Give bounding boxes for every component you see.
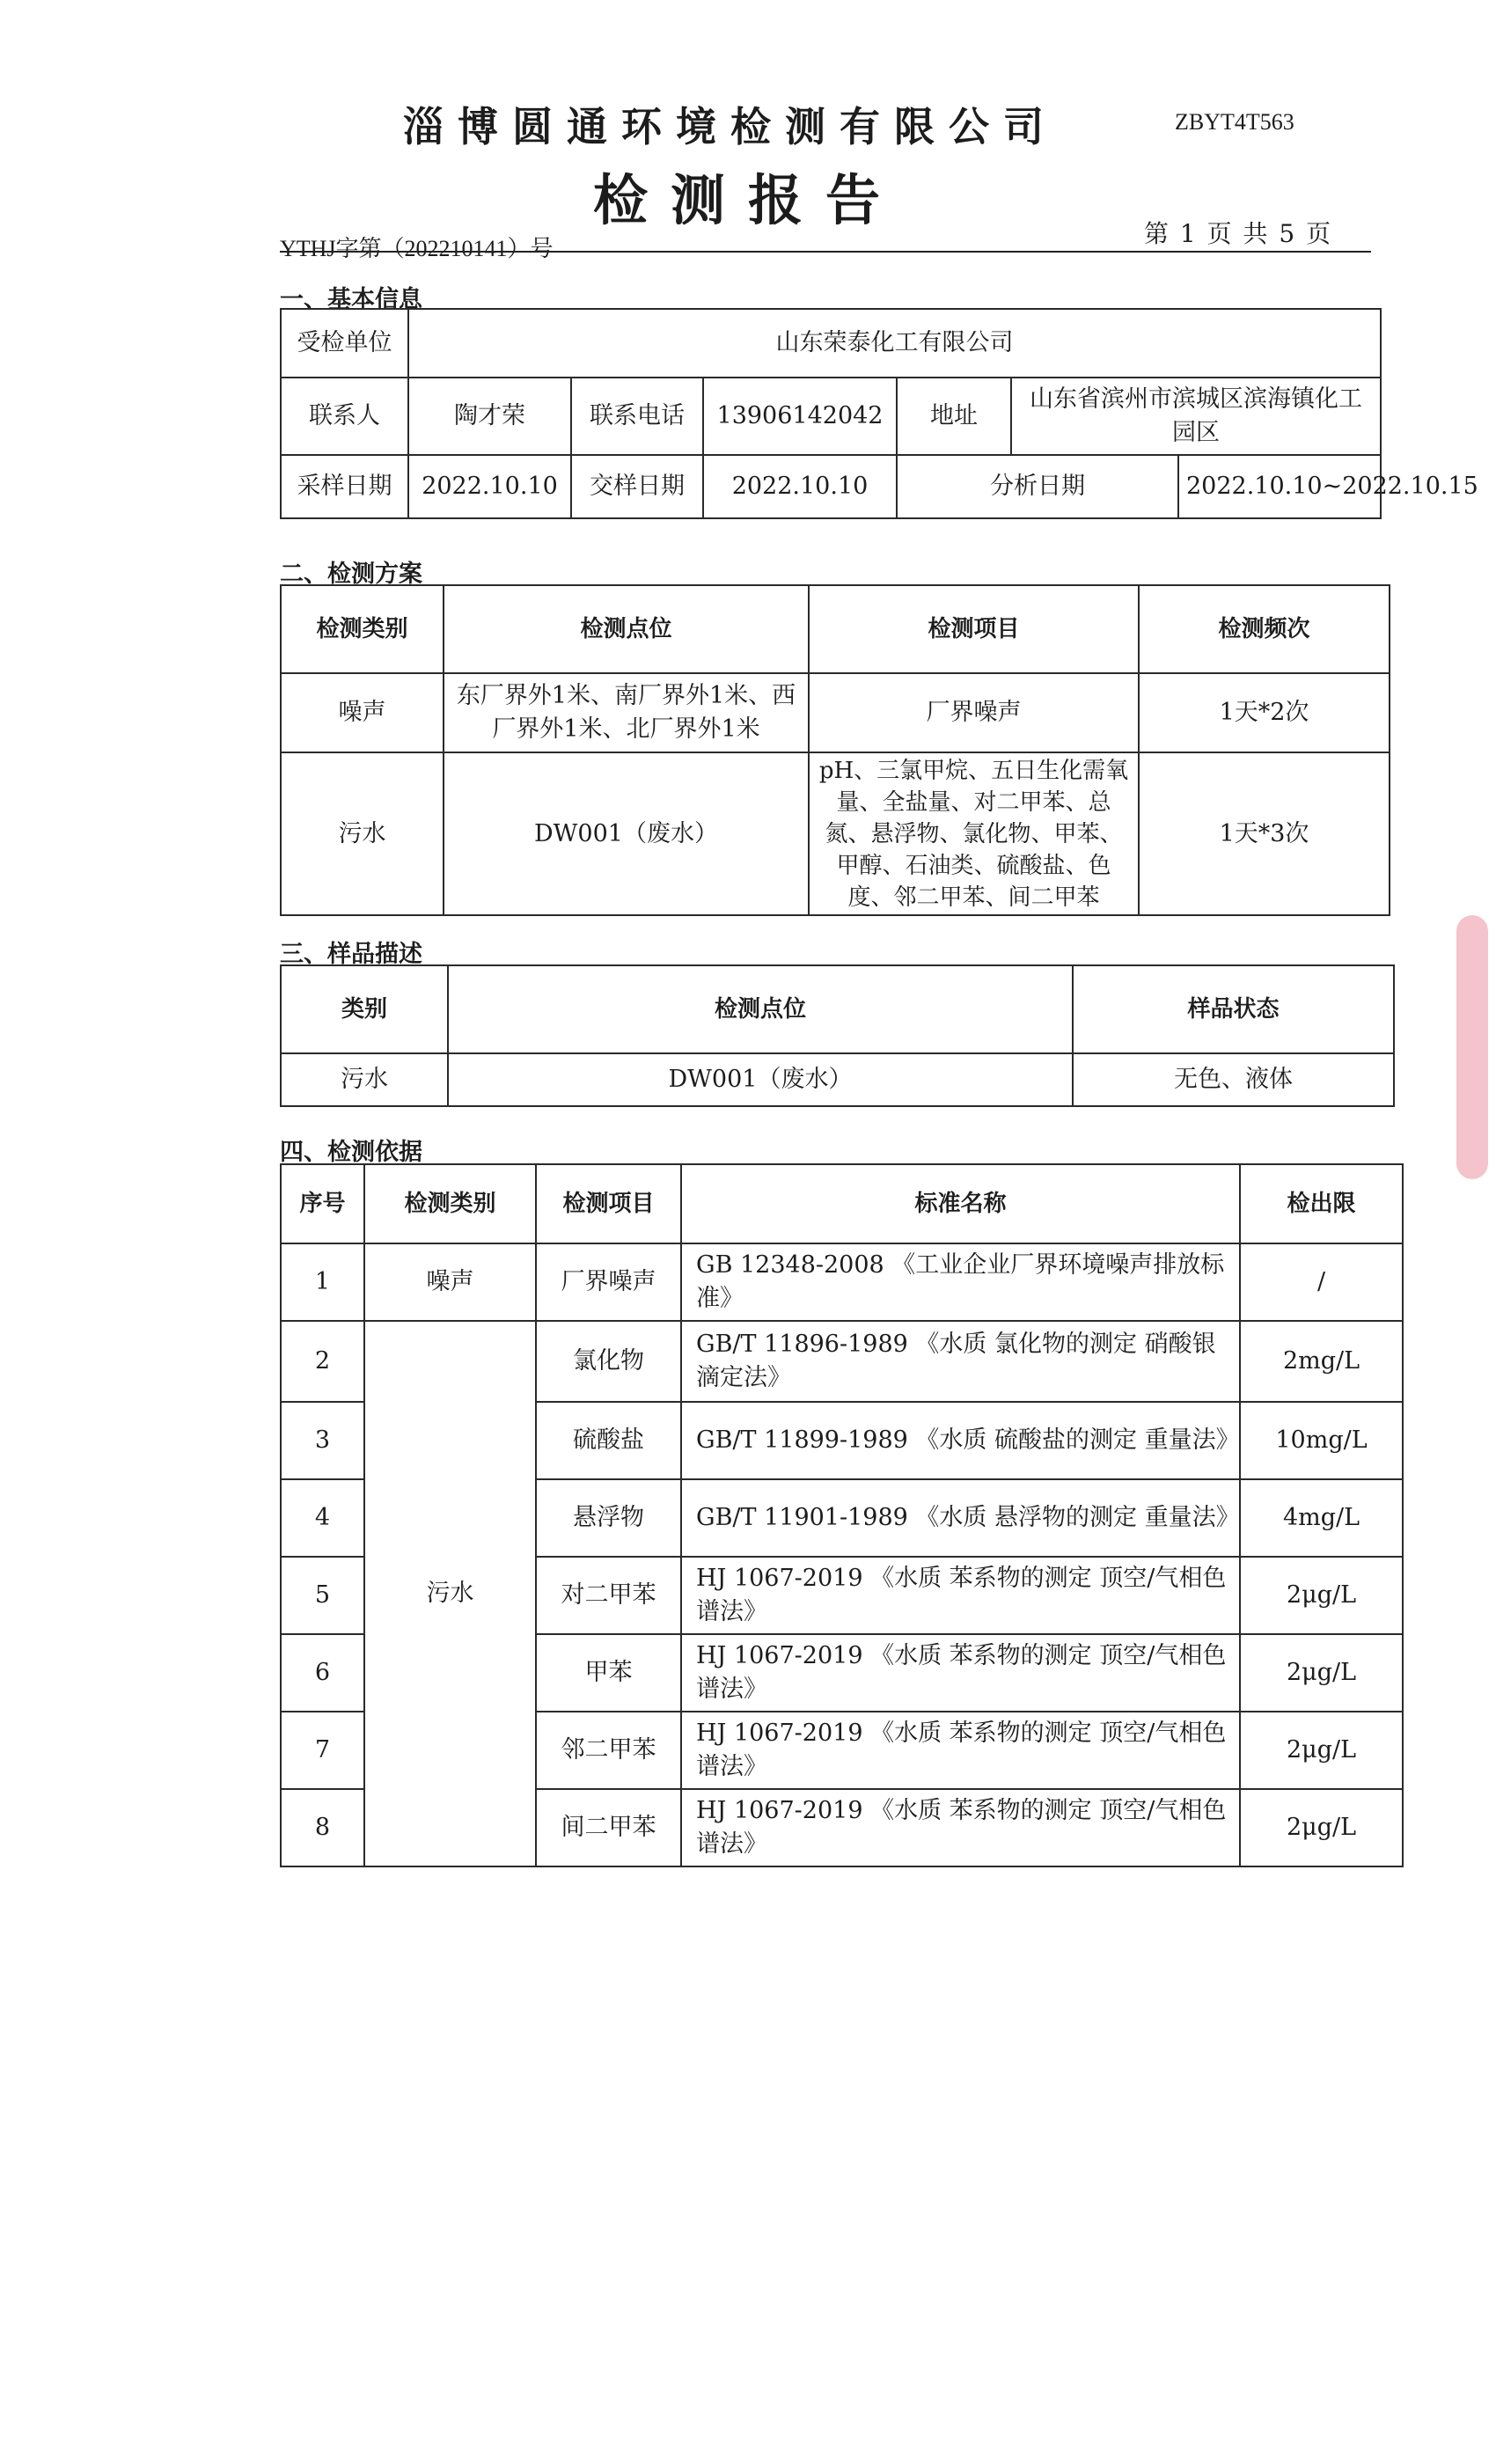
basis-no: 1: [281, 1243, 364, 1321]
table-row: [281, 965, 1394, 1053]
contact-label: 联系人: [281, 378, 408, 455]
report-number: YTHJ字第（202210141）号: [280, 236, 554, 261]
basis-standard: GB/T 11901-1989 《水质 悬浮物的测定 重量法》: [681, 1479, 1240, 1557]
basis-limit: 2μg/L: [1240, 1557, 1403, 1634]
address-label: 地址: [897, 378, 1011, 455]
basis-standard: HJ 1067-2019 《水质 苯系物的测定 顶空/气相色谱法》: [681, 1789, 1240, 1866]
plan-cell: 噪声: [281, 673, 444, 752]
basis-standard: GB 12348-2008 《工业企业厂界环境噪声排放标准》: [681, 1243, 1240, 1321]
basis-limit: 2μg/L: [1240, 1789, 1403, 1866]
plan-header-category: 检测类别: [281, 585, 444, 673]
basis-item: 对二甲苯: [536, 1557, 681, 1634]
plan-cell: DW001（废水）: [444, 752, 809, 915]
phone-label: 联系电话: [571, 378, 703, 455]
sample-cell: 污水: [281, 1053, 448, 1106]
delivery-date-label: 交样日期: [571, 455, 703, 518]
table-row: [281, 1321, 1403, 1402]
basis-header-item: 检测项目: [536, 1164, 681, 1243]
analysis-date-label: 分析日期: [897, 455, 1178, 518]
basis-table: [280, 1163, 1404, 1867]
sample-cell: 无色、液体: [1073, 1053, 1394, 1106]
basis-category-water: 污水: [364, 1321, 536, 1866]
client-value: 山东荣泰化工有限公司: [408, 309, 1381, 378]
delivery-date-value: 2022.10.10: [703, 455, 897, 518]
basis-item: 厂界噪声: [536, 1243, 681, 1321]
page-info: 第 1 页 共 5 页: [1144, 219, 1333, 248]
header-divider: [280, 251, 1371, 253]
table-row: [281, 309, 1381, 378]
basis-no: 5: [281, 1557, 364, 1634]
red-seal-stamp: [1456, 915, 1488, 1179]
basis-no: 7: [281, 1712, 364, 1789]
section-title-basic: 一、基本信息: [280, 286, 422, 313]
plan-cell: 东厂界外1米、南厂界外1米、西厂界外1米、北厂界外1米: [444, 673, 809, 752]
basis-no: 2: [281, 1321, 364, 1402]
plan-cell: 1天*3次: [1139, 752, 1390, 915]
sample-header-state: 样品状态: [1073, 965, 1394, 1053]
document-code: ZBYT4T563: [1175, 109, 1294, 135]
analysis-date-value: 2022.10.10~2022.10.15: [1178, 455, 1381, 518]
basis-header-standard: 标准名称: [681, 1164, 1240, 1243]
plan-table: [280, 584, 1390, 916]
basis-item: 硫酸盐: [536, 1402, 681, 1479]
basis-limit: 10mg/L: [1240, 1402, 1403, 1479]
address-value: 山东省滨州市滨城区滨海镇化工园区: [1011, 378, 1381, 455]
basis-header-category: 检测类别: [364, 1164, 536, 1243]
basis-limit: /: [1240, 1243, 1403, 1321]
table-row: [281, 752, 1390, 915]
basis-item: 邻二甲苯: [536, 1712, 681, 1789]
basis-limit: 2μg/L: [1240, 1634, 1403, 1712]
sample-cell: DW001（废水）: [448, 1053, 1073, 1106]
table-row: [281, 1164, 1403, 1243]
sample-header-location: 检测点位: [448, 965, 1073, 1053]
basis-limit: 2mg/L: [1240, 1321, 1403, 1402]
section-title-sample: 三、样品描述: [280, 941, 422, 968]
section-title-basis: 四、检测依据: [280, 1139, 422, 1166]
section-title-plan: 二、检测方案: [280, 561, 422, 588]
table-row: [281, 673, 1390, 752]
table-row: [281, 455, 1381, 518]
basis-standard: GB/T 11896-1989 《水质 氯化物的测定 硝酸银滴定法》: [681, 1321, 1240, 1402]
basis-standard: GB/T 11899-1989 《水质 硫酸盐的测定 重量法》: [681, 1402, 1240, 1479]
basis-item: 悬浮物: [536, 1479, 681, 1557]
report-title: 检测报告: [592, 168, 903, 232]
basis-item: 甲苯: [536, 1634, 681, 1712]
plan-header-items: 检测项目: [809, 585, 1139, 673]
table-row: [281, 1053, 1394, 1106]
basis-item: 间二甲苯: [536, 1789, 681, 1866]
basis-item: 氯化物: [536, 1321, 681, 1402]
plan-header-location: 检测点位: [444, 585, 809, 673]
sampling-date-label: 采样日期: [281, 455, 408, 518]
basis-limit: 4mg/L: [1240, 1479, 1403, 1557]
basis-limit: 2μg/L: [1240, 1712, 1403, 1789]
basis-standard: HJ 1067-2019 《水质 苯系物的测定 顶空/气相色谱法》: [681, 1634, 1240, 1712]
table-row: [281, 378, 1381, 455]
client-label: 受检单位: [281, 309, 408, 378]
sampling-date-value: 2022.10.10: [408, 455, 571, 518]
basis-header-no: 序号: [281, 1164, 364, 1243]
table-row: [281, 1243, 1403, 1321]
basic-info-table: [280, 308, 1478, 519]
basis-no: 6: [281, 1634, 364, 1712]
sample-table: [280, 964, 1395, 1107]
basis-no: 4: [281, 1479, 364, 1557]
plan-cell: 1天*2次: [1139, 673, 1390, 752]
basis-category-noise: 噪声: [364, 1243, 536, 1321]
table-row: [281, 585, 1390, 673]
plan-header-frequency: 检测频次: [1139, 585, 1390, 673]
plan-cell: 厂界噪声: [809, 673, 1139, 752]
sample-header-category: 类别: [281, 965, 448, 1053]
phone-value: 13906142042: [703, 378, 897, 455]
basis-standard: HJ 1067-2019 《水质 苯系物的测定 顶空/气相色谱法》: [681, 1712, 1240, 1789]
basis-standard: HJ 1067-2019 《水质 苯系物的测定 顶空/气相色谱法》: [681, 1557, 1240, 1634]
basis-no: 3: [281, 1402, 364, 1479]
plan-cell: pH、三氯甲烷、五日生化需氧量、全盐量、对二甲苯、总氮、悬浮物、氯化物、甲苯、甲醇、石油类、硫酸盐、色度、邻二甲苯、间二甲苯: [809, 752, 1139, 915]
contact-value: 陶才荣: [408, 378, 571, 455]
basis-header-limit: 检出限: [1240, 1164, 1403, 1243]
plan-cell: 污水: [281, 752, 444, 915]
basis-no: 8: [281, 1789, 364, 1866]
company-name: 淄博圆通环境检测有限公司: [403, 103, 1058, 150]
